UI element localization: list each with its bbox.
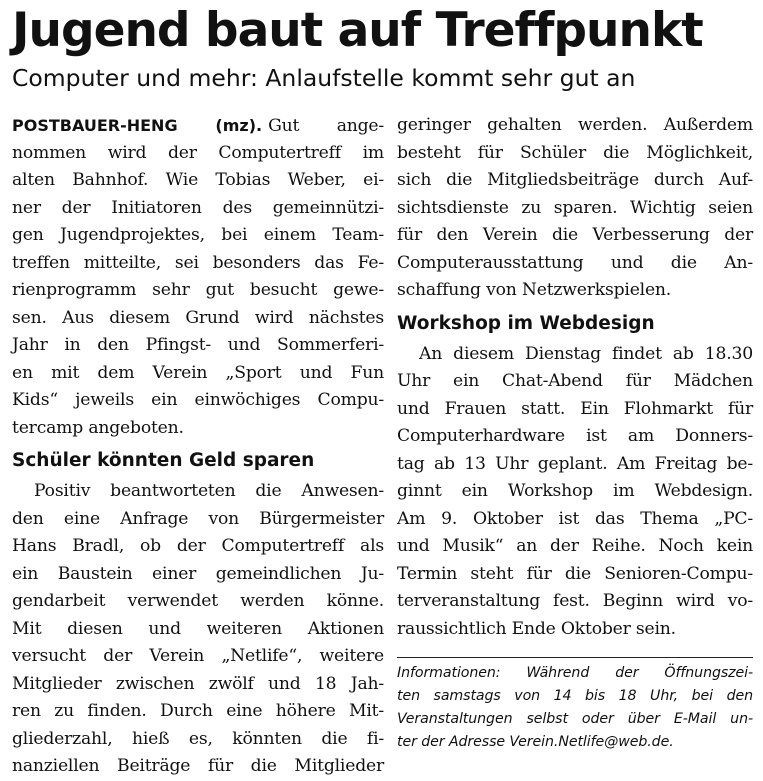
- right-column: [397, 112, 753, 754]
- body-line: Positiv beantworteten die Anwesen-: [34, 481, 384, 501]
- section-heading-schueler: Schüler könnten Geld sparen: [12, 450, 315, 471]
- info-line: Informationen: Während der Öffnungszei-: [397, 665, 753, 681]
- body-line: Mit diesen und weiteren Aktionen: [12, 618, 384, 639]
- left-column: [12, 112, 384, 781]
- body-line: für den Verein die Verbesserung der: [397, 225, 753, 245]
- body-line: sich die Mitgliedsbeiträge durch Auf-: [397, 170, 753, 190]
- body-line: raussichtlich Ende Oktober sein.: [397, 618, 676, 639]
- body-line: ginnt ein Workshop im Webdesign.: [397, 481, 753, 501]
- body-line: versucht der Verein „Netlife“, weitere: [12, 646, 384, 666]
- body-line: gliederzahl, hieß es, könnten die fi-: [12, 728, 384, 749]
- body-line: An diesem Dienstag findet ab 18.30: [419, 343, 753, 364]
- body-line: Computerausstattung und die An-: [397, 252, 753, 273]
- body-line: terveranstaltung fest. Beginn wird vo-: [397, 591, 753, 611]
- body-line: gen Jugendprojektes, bei einem Team-: [12, 225, 384, 245]
- body-line: ren zu finden. Durch eine höhere Mit-: [12, 701, 384, 721]
- body-line: nanziellen Beiträge für die Mitglieder: [12, 756, 384, 776]
- body-line: Computerhardware ist am Donners-: [397, 426, 753, 446]
- info-line: ter der Adresse Verein.Netlife@web.de.: [397, 734, 674, 750]
- body-line: alten Bahnhof. Wie Tobias Weber, ei-: [12, 170, 384, 190]
- body-line: treffen mitteilte, sei besonders das Fe-: [12, 252, 384, 273]
- info-box: [397, 662, 753, 754]
- body-line: sen. Aus diesem Grund wird nächstes: [12, 307, 384, 328]
- body-line: schaffung von Netzwerkspielen.: [397, 280, 672, 300]
- body-line: Mitglieder zwischen zwölf und 18 Jah-: [12, 673, 384, 694]
- subheadline: Computer und mehr: Anlaufstelle kommt sehr gut an: [12, 64, 636, 92]
- body-line: und Musik“ an der Reihe. Noch kein: [397, 536, 753, 556]
- body-line: Kids“ jeweils ein einwöchiges Compu-: [12, 390, 384, 410]
- body-line: nommen wird der Computertreff im: [12, 142, 384, 163]
- body-line: Hans Bradl, ob der Computertreff als: [12, 536, 384, 556]
- body-line: den eine Anfrage von Bürgermeister: [12, 508, 384, 529]
- body-line: Termin steht für die Senioren-Compu-: [397, 563, 753, 584]
- body-line: und Frauen statt. Ein Flohmarkt für: [397, 398, 753, 419]
- info-line: ten samstags von 14 bis 18 Uhr, bei den: [397, 688, 753, 704]
- body-line: tag ab 13 Uhr geplant. Am Freitag be-: [397, 453, 753, 474]
- info-line: Veranstaltungen selbst oder über E-Mail un-: [397, 711, 753, 727]
- info-divider: [397, 657, 753, 658]
- body-line: ein Baustein einer gemeindlichen Ju-: [12, 563, 384, 584]
- body-line: tercamp angeboten.: [12, 417, 184, 438]
- body-line-text: Gut ange-: [268, 116, 384, 136]
- body-line: en mit dem Verein „Sport und Fun: [12, 362, 384, 383]
- body-line: besteht für Schüler die Möglichkeit,: [397, 142, 753, 163]
- body-line: sichtsdienste zu sparen. Wichtig seien: [397, 197, 753, 218]
- body-line: ner der Initiatoren des gemeinnützi-: [12, 197, 384, 218]
- body-line: [12, 112, 384, 140]
- body-line: Jahr in den Pfingst- und Sommerferi-: [12, 335, 384, 355]
- body-line: Am 9. Oktober ist das Thema „PC-: [397, 508, 753, 529]
- body-line: geringer gehalten werden. Außerdem: [397, 115, 753, 135]
- body-line: rienprogramm sehr gut besucht gewe-: [12, 280, 384, 300]
- body-line: Uhr ein Chat-Abend für Mädchen: [397, 371, 753, 391]
- section-heading-workshop: Workshop im Webdesign: [397, 312, 655, 334]
- dateline: POSTBAUER-HENG (mz).: [12, 116, 263, 135]
- body-line: gendarbeit verwendet werden könne.: [12, 591, 384, 611]
- headline: Jugend baut auf Treffpunkt: [12, 3, 703, 58]
